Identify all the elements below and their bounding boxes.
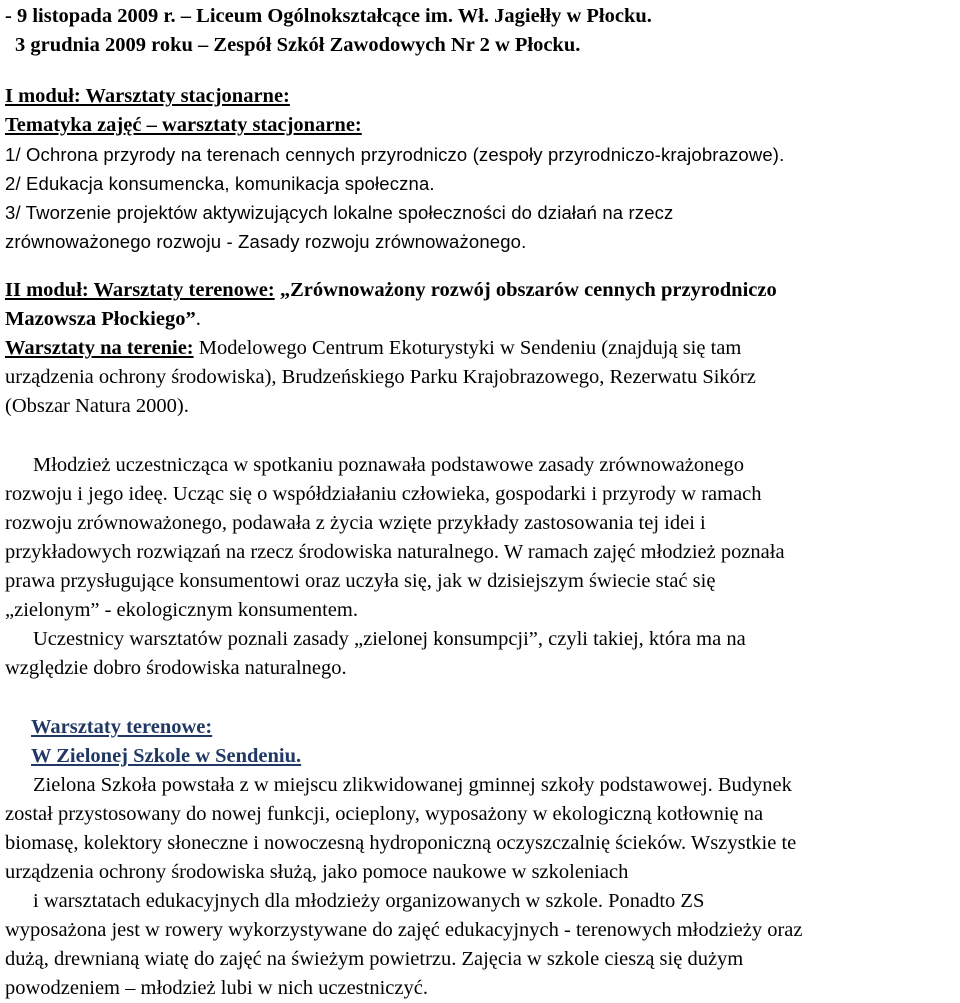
module2-title: „Zrównoważony rozwój obszarów cennych przyrodniczo [279, 279, 777, 301]
spacer [5, 60, 957, 82]
section3-line-6: wyposażona jest w rowery wykorzystywane do zajęć edukacyjnych - terenowych młodzieży oraz [5, 919, 803, 941]
module2-title-line-1 [5, 276, 957, 305]
section3-subheading: W Zielonej Szkole w Sendeniu. [31, 745, 302, 767]
document-page [5, 2, 957, 1003]
field-location-label: Warsztaty na terenie: [5, 337, 194, 359]
field-location-text: Modelowego Centrum Ekoturystyki w Sendeniu (znajdują się tam [193, 337, 742, 359]
paragraph1-line-2: rozwoju i jego ideę. Ucząc się o współdziałaniu człowieka, gospodarki i przyrody w ramach [5, 483, 762, 505]
module1-subtitle: Tematyka zajęć – warsztaty stacjonarne: [5, 114, 362, 136]
section3-line-5: i warsztatach edukacyjnych dla młodzieży organizowanych w szkole. Ponadto ZS [33, 890, 705, 912]
field-location-line-1 [5, 334, 957, 363]
module1-title: I moduł: Warsztaty stacjonarne: [5, 85, 290, 107]
module1-item-3: 3/ Tworzenie projektów aktywizujących lokalne społeczności do działań na rzecz [5, 202, 674, 223]
paragraph2-line-1: Uczestnicy warsztatów poznali zasady „zielonej konsumpcji”, czyli takiej, która ma na [33, 628, 746, 650]
section3-heading: Warsztaty terenowe: [31, 716, 213, 738]
section3-line-2: został przystosowany do nowej funkcji, ocieplony, wyposażony w ekologiczną kotłownię na [5, 803, 764, 825]
paragraph1-line-1: Młodzież uczestnicząca w spotkaniu poznawała podstawowe zasady zrównoważonego [33, 454, 744, 476]
module1-item-3-cont: zrównoważonego rozwoju - Zasady rozwoju zrównoważonego. [5, 231, 527, 252]
paragraph2-line-2: względzie dobro środowiska naturalnego. [5, 657, 347, 679]
section3-line-8: powodzeniem – młodzież lubi w nich uczestniczyć. [5, 977, 428, 999]
module1-item-1: 1/ Ochrona przyrody na terenach cennych przyrodniczo (zespoły przyrodniczo-krajobrazowe). [5, 144, 785, 165]
paragraph1-line-5: prawa przysługujące konsumentowi oraz uczyła się, jak w dzisiejszym świecie stać się [5, 570, 716, 592]
section3-line-3: biomasę, kolektory słoneczne i nowoczesną hydroponiczną oczyszczalnię ścieków. Wszystkie te [5, 832, 797, 854]
paragraph1-line-6: „zielonym” - ekologicznym konsumentem. [5, 599, 358, 621]
spacer [5, 421, 957, 451]
module2-title-line-2 [5, 305, 957, 334]
field-location-line-3: (Obszar Natura 2000). [5, 395, 189, 417]
spacer [5, 256, 957, 276]
section3-line-7: dużą, drewnianą wiatę do zajęć na świeżym powietrzu. Zajęcia w szkole cieszą się dużym [5, 948, 744, 970]
module2-title-end: . [195, 308, 201, 330]
module1-item-2: 2/ Edukacja konsumencka, komunikacja społeczna. [5, 173, 435, 194]
spacer [5, 683, 957, 713]
header-line-2: 3 grudnia 2009 roku – Zespół Szkół Zawodowych Nr 2 w Płocku. [15, 34, 581, 56]
header-line-1: - 9 listopada 2009 r. – Liceum Ogólnokształcące im. Wł. Jagiełły w Płocku. [5, 5, 652, 27]
section3-line-1: Zielona Szkoła powstała z w miejscu zlikwidowanej gminnej szkoły podstawowej. Budynek [33, 774, 792, 796]
field-location-line-2: urządzenia ochrony środowiska), Brudzeńskiego Parku Krajobrazowego, Rezerwatu Sikórz [5, 366, 756, 388]
section3-line-4: urządzenia ochrony środowiska służą, jako pomoce naukowe w szkoleniach [5, 861, 629, 883]
paragraph1-line-4: przykładowych rozwiązań na rzecz środowiska naturalnego. W ramach zajęć młodzież poznała [5, 541, 785, 563]
module2-title-cont: Mazowsza Płockiego” [5, 308, 196, 330]
module2-label: II moduł: Warsztaty terenowe: [5, 279, 275, 301]
paragraph1-line-3: rozwoju zrównoważonego, podawała z życia wzięte przykłady zastosowania tej idei i [5, 512, 706, 534]
